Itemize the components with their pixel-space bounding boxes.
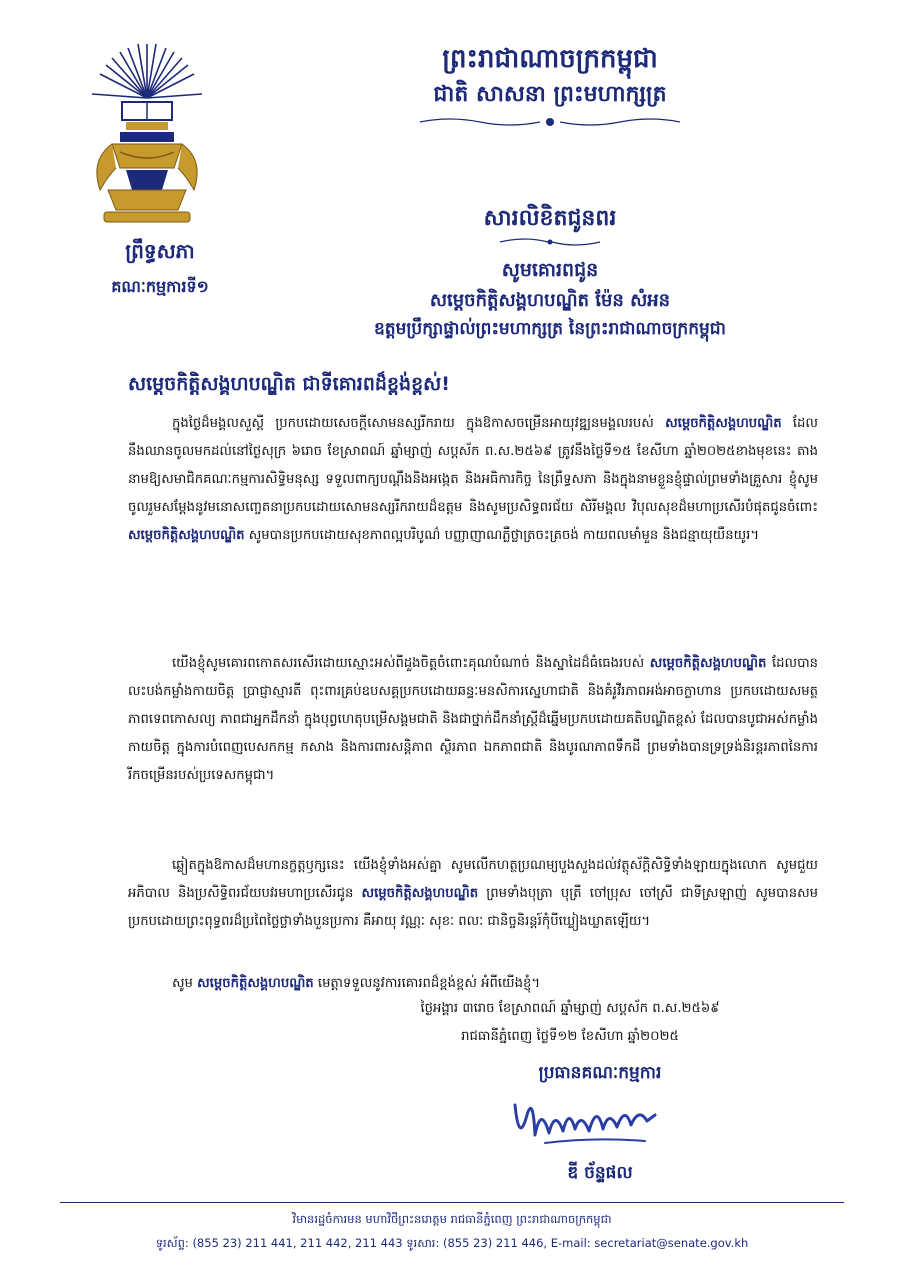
p2-text-a: យើងខ្ញុំសូមគោរពកោតសរសើរដោយស្មោះអស់ពីដួងចិត្តចំពោះគុណបំណាច់ និងស្នាដៃដ៏ធំធេងរបស់ — [172, 656, 650, 671]
p1-text-c: សូមបានប្រកបដោយសុខភាពល្អបរិបូណ៌ បញ្ញាញាណភ្លឺថ្លាត្រចះត្រចង់ កាយពលមាំមួន និងជន្មាយុយឺនយូរ។ — [244, 528, 760, 543]
lunar-date: ថ្ងៃអង្គារ ៣រោច ខែស្រាពណ៍ ឆ្នាំម្សាញ់ សប្ដស័ក ព.ស.២៥៦៩ — [420, 1001, 720, 1016]
footer-address: វិមានរដ្ឋចំការមន មហាវិថីព្រះនរោត្តម រាជធានីភ្នំពេញ ព្រះរាជាណាចក្រកម្ពុជា — [292, 1212, 612, 1226]
footer-contact: ទូរស័ព្ទ: (855 23) 211 441, 211 442, 211 443 ទូរសារ: (855 23) 211 446, E-mail: secretariat@senate.gov.kh — [155, 1236, 749, 1250]
p2-honorific: សម្ដេចកិត្តិសង្គហបណ្ឌិត — [649, 656, 767, 671]
paragraph-3 — [128, 852, 818, 936]
solar-date: រាជធានីភ្នំពេញ ថ្ងៃទី១២ ខែសីហា ឆ្នាំ២០២៥ — [461, 1029, 679, 1044]
closing-line — [128, 970, 818, 998]
sender-commission: គណៈកម្មការទី១ — [111, 277, 209, 296]
document-title: សារលិខិតជូនពរ — [483, 206, 617, 231]
p2-text-b: ដែលបានលះបង់កម្លាំងកាយចិត្ត ប្រាជ្ញាស្មារតី ពុះពារគ្រប់ឧបសគ្គប្រកបដោយឆន្ទៈមនសិការស្នេហាជាតិ និងគំរូវីរភាពអង់អាចក្លាហាន ប្រកបដោយសមត្ថភាពទេពកោសល្យ ភាពជាអ្នកដឹកនាំ ក្នុងបុព្វហេតុបម្រើសង្គមជាតិ និងជាថ្នាក់ដឹកនាំស្ត្រីដ៏ឆ្នើមប្រកបដោយគតិបណ្ឌិតខ្ពស់ ដែលបានបូជាអស់កម្លាំងកាយចិត្ត ក្នុងការបំពេញបេសកកម្ម កសាង និងការពារសន្តិភាព ស្ថិរភាព ឯកភាពជាតិ និងបូរណភាពទឹកដី ព្រមទាំងបានទ្រទ្រង់និរន្តរភាពនៃការរីកចម្រើនរបស់ប្រទេសកម្ពុជា។ — [128, 656, 819, 783]
national-motto: ជាតិ សាសនា ព្រះមហាក្សត្រ — [433, 82, 667, 107]
handwritten-signature-icon — [505, 1085, 665, 1155]
closing-honorific: សម្ដេចកិត្តិសង្គហបណ្ឌិត — [197, 976, 314, 991]
p1-honorific-b: សម្ដេចកិត្តិសង្គហបណ្ឌិត — [128, 528, 245, 543]
addressee-line-3: ឧត្តមប្រឹក្សាផ្ទាល់ព្រះមហាក្សត្រ នៃព្រះរាជាណាចក្រកម្ពុជា — [374, 319, 726, 339]
ornament-divider-icon — [420, 114, 680, 130]
p3-text-b: ព្រមទាំងបុត្រា បុត្រី ចៅប្រុស ចៅស្រី ជាទីស្រឡាញ់ សូមបានសមប្រកបដោយព្រះពុទ្ធពរដ៏ប្រពៃថ្លៃថ្លាទាំងបួនប្រការ គឺអាយុ វណ្ណៈ សុខៈ ពលៈ ជានិច្ចនិរន្តរ៍កុំបីឃ្លៀងឃ្លាតឡើយ។ — [128, 886, 819, 929]
sender-institution: ព្រឹទ្ធសភា — [125, 239, 195, 263]
closing-prefix: សូម — [172, 976, 198, 991]
p1-honorific-a: សម្ដេចកិត្តិសង្គហបណ្ឌិត — [665, 416, 782, 431]
p3-honorific: សម្ដេចកិត្តិសង្គហបណ្ឌិត — [361, 886, 479, 901]
signer-title: ប្រធានគណៈកម្មការ — [538, 1063, 662, 1083]
closing-suffix: មេត្តាទទួលនូវការគោរពដ៏ខ្ពង់ខ្ពស់ អំពីយើងខ្ញុំ។ — [313, 976, 541, 991]
addressee-line-1: សូមគោរពជូន — [501, 259, 599, 281]
paragraph-1 — [128, 410, 818, 550]
p3-text-a: ឆ្លៀតក្នុងឱកាសដ៏មហានក្ខត្តឫក្សនេះ យើងខ្ញុំទាំងអស់គ្នា សូមលើកហត្ថប្រណម្យបួងសួងដល់វត្ថុស័ក្តិសិទ្ធិទាំងឡាយក្នុងលោក សូមជួយអភិបាល និងប្រសិទ្ធិពរជ័យបវរមហាប្រសើរជូន — [128, 858, 818, 901]
p1-text-a: ក្នុងថ្ងៃដ៏មង្គលសួស្ដី ប្រកបដោយសេចក្ដីសោមនស្សរីករាយ ក្នុងឱកាសចម្រើនអាយុវឌ្ឍនមង្គលរបស់ — [172, 416, 666, 431]
signer-name: ឌី ច័ន្ទផល — [567, 1163, 633, 1183]
title-ornament-icon — [500, 236, 600, 248]
footer-divider — [60, 1202, 844, 1203]
salutation: សម្ដេចកិត្តិសង្គហបណ្ឌិត ជាទីគោរពដ៏ខ្ពង់ខ្ពស់! — [128, 373, 450, 395]
senate-emblem-icon — [82, 40, 212, 230]
p1-text-b: ដែលនឹងឈានចូលមកដល់នៅថ្ងៃសុក្រ ៦រោច ខែស្រាពណ៍ ឆ្នាំម្សាញ់ សប្ដស័ក ព.ស.២៥៦៩ ត្រូវនឹងថ្ងៃទី១៥ ខែសីហា ឆ្នាំ២០២៥ខាងមុខនេះ តាងនាមឱ្យសមាជិកគណៈកម្មការសិទ្ធិមនុស្ស ទទួលពាក្យបណ្ដឹងនិងអង្កេត និងអធិការកិច្ច នៃព្រឹទ្ធសភា និងក្នុងនាមខ្លួនខ្ញុំផ្ទាល់ព្រមទាំងគ្រួសារ ខ្ញុំសូមចូលរួមសម្ដែងនូវមនោសញ្ចេតនាប្រកបដោយសោមនស្សរីករាយដ៏ឧត្ដម និងសូមប្រសិទ្ធពរជ័យ សិរីមង្គល វិបុលសុខដ៏មហាប្រសើរបំផុតជូនចំពោះ — [128, 416, 818, 515]
kingdom-title: ព្រះរាជាណាចក្រកម្ពុជា — [442, 44, 658, 74]
paragraph-2 — [128, 650, 818, 790]
addressee-line-2: សម្ដេចកិត្តិសង្គហបណ្ឌិត ម៉ែន សំអន — [429, 290, 671, 311]
